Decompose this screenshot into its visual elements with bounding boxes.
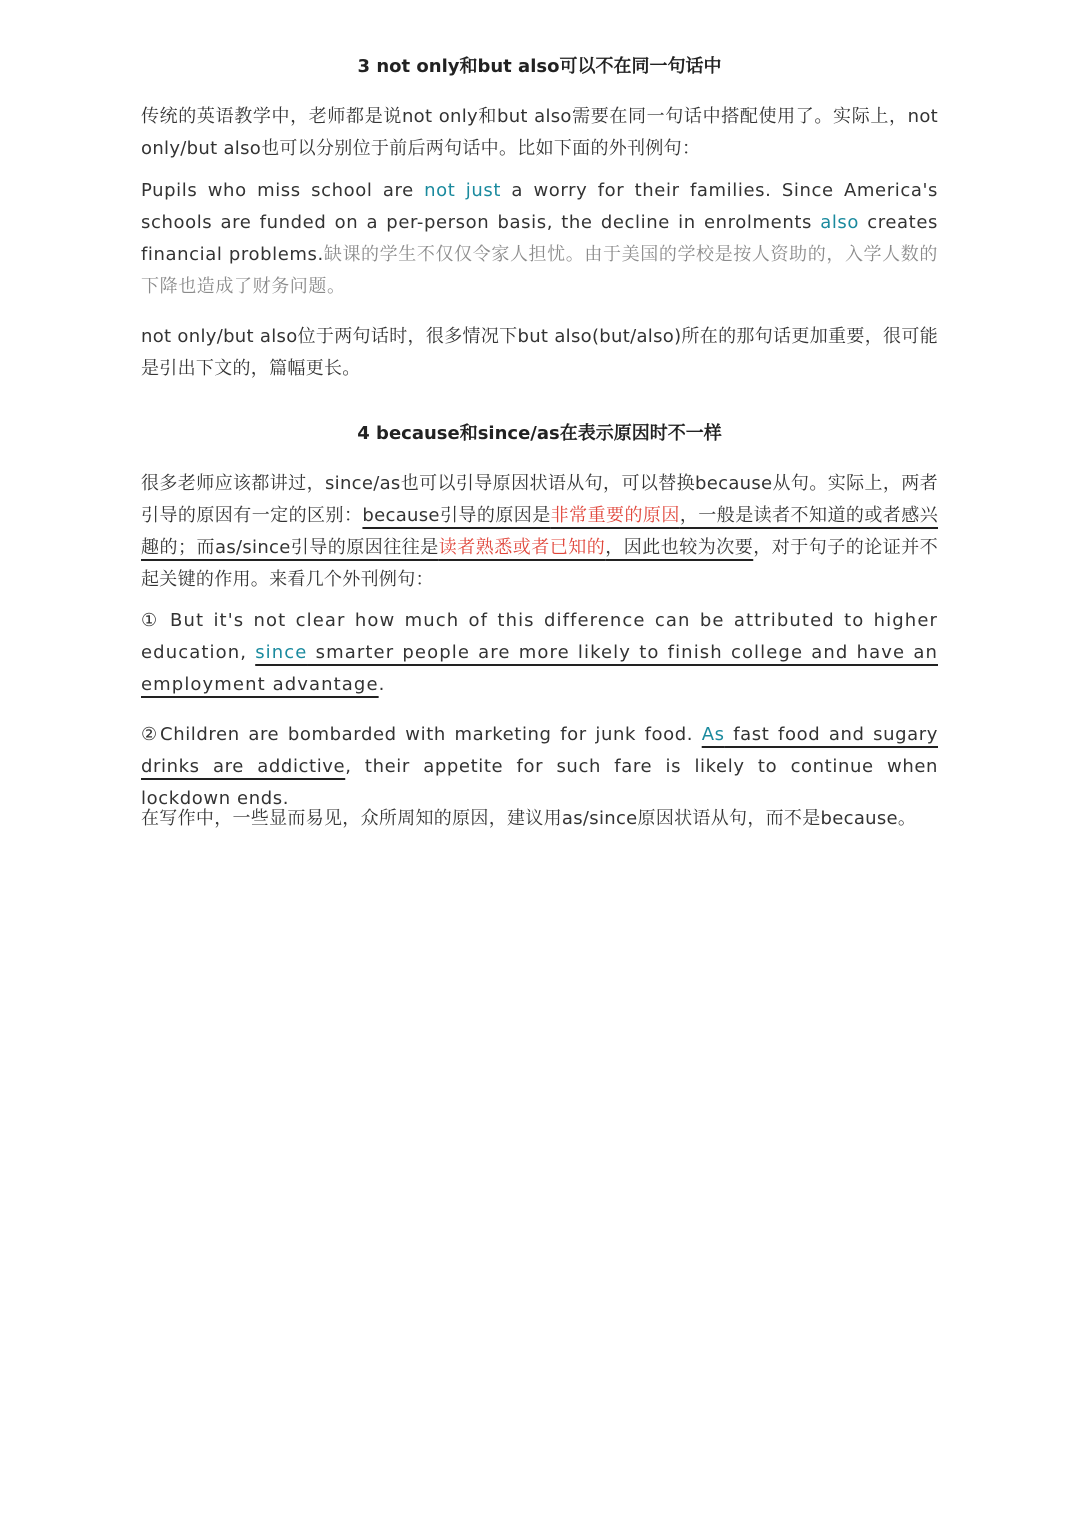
section-3-intro: 传统的英语教学中，老师都是说not only和but also需要在同一句话中搭配使用了。实际上，not only/but also也可以分别位于前后两句话中。比如下面的外刊例句：: [141, 106, 938, 159]
example-text: ① But it's not clear how much of this difference can be attributed to higher education,: [141, 610, 938, 663]
section-3-heading: 3 not only和but also可以不在同一句话中: [357, 56, 722, 77]
example-text: ②Children are bombarded with marketing for junk food.: [141, 724, 702, 745]
highlight-as: As: [701, 724, 725, 745]
section-4-intro: [141, 468, 938, 596]
underlined-text: ，因此也较为次要: [605, 537, 754, 558]
section-4-example-1: [141, 605, 938, 701]
highlight-not-just: not just: [424, 180, 502, 201]
underlined-clause: fast food and sugary drinks are addictive: [141, 724, 938, 777]
underlined-clause: smarter people are more likely to finish college and have an employment advantage: [141, 642, 938, 695]
highlight-also: also: [820, 212, 860, 233]
section-4-example-2: [141, 719, 938, 815]
underlined-text: ，一般是读者不知道的或者感兴趣的；而as/since引导的原因往往是: [141, 505, 939, 558]
example-text: .: [378, 674, 386, 695]
example-text: creates financial problems.: [141, 212, 938, 265]
example-text: Pupils who miss school are: [141, 180, 425, 201]
highlight-since: since: [255, 642, 308, 663]
section-3-example: [141, 175, 938, 303]
intro-text: 很多老师应该都讲过，since/as也可以引导原因状语从句，可以替换because从句。实际上，两者引导的原因有一定的区别：: [141, 473, 938, 526]
example-text: a worry for their families. Since America's schools are funded on a per-person basis, the decline in enrolments: [141, 180, 938, 233]
red-highlight-known-reason: 读者熟悉或者已知的: [438, 537, 606, 558]
example-text: , their appetite for such fare is likely to continue when lockdown ends.: [141, 756, 939, 809]
example-translation: 缺课的学生不仅仅令家人担忧。由于美国的学校是按人资助的，入学人数的下降也造成了财务问题。: [141, 244, 938, 297]
underlined-text: because引导的原因是: [362, 505, 551, 526]
section-4-heading: 4 because和since/as在表示原因时不一样: [357, 423, 722, 444]
intro-text: ，对于句子的论证并不起关键的作用。来看几个外刊例句：: [141, 537, 939, 590]
section-4-conclusion: 在写作中，一些显而易见，众所周知的原因，建议用as/since原因状语从句，而不是because。: [141, 808, 917, 829]
red-highlight-important-reason: 非常重要的原因: [550, 505, 680, 526]
section-3-note: not only/but also位于两句话时，很多情况下but also(but/also)所在的那句话更加重要，很可能是引出下文的，篇幅更长。: [141, 326, 938, 379]
